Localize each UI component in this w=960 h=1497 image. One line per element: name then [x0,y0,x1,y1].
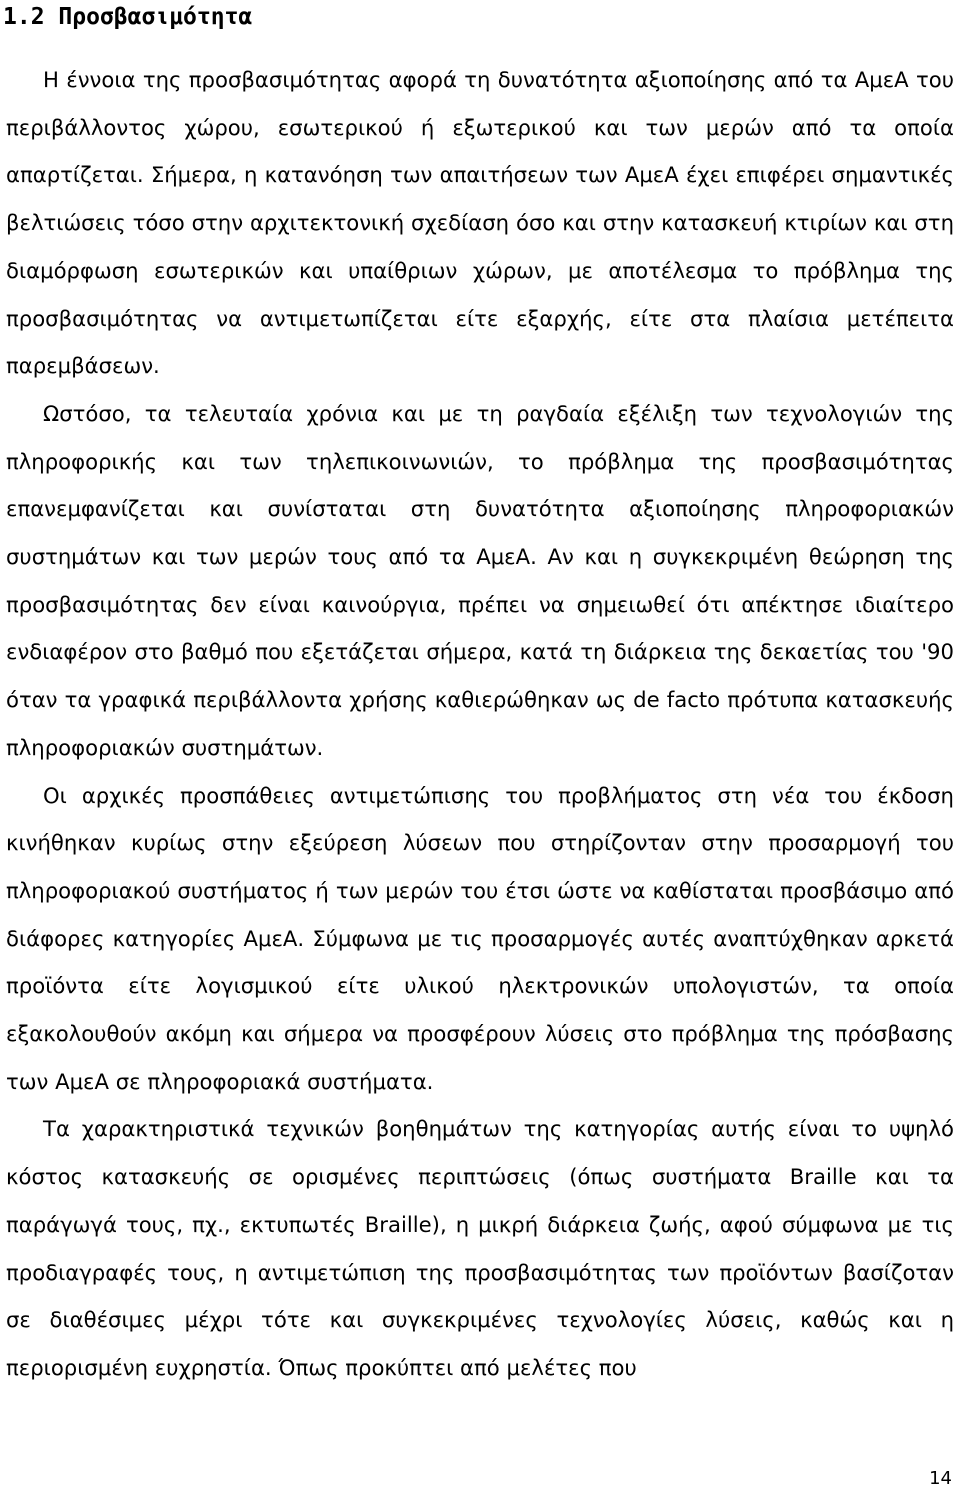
section-heading: 1.2 Προσβασιμότητα [3,4,253,30]
paragraph-3: Οι αρχικές προσπάθειες αντιμετώπισης του προβλήματος στη νέα του έκδοση κινήθηκαν κυρίως στην εξεύρεση λύσεων που στηρίζονταν στην προσαρμογή του πληροφοριακού συστήματος ή των μερών του έτσι ώστε να καθίσταται προσβάσιμο από διάφορες κατηγορίες ΑμεΑ. Σύμφωνα με τις προσαρμογές αυτές αναπτύχθηκαν αρκετά προϊόντα είτε λογισμικού είτε υλικού ηλεκτρονικών υπολογιστών, τα οποία εξακολουθούν ακόμη και σήμερα να προσφέρουν λύσεις στο πρόβλημα της πρόσβασης των ΑμεΑ σε πληροφοριακά συστήματα. [6,782,954,1094]
page-number: 14 [929,1468,952,1489]
body-text [6,56,954,1392]
paragraph-2: Ωστόσο, τα τελευταία χρόνια και με τη ραγδαία εξέλιξη των τεχνολογιών της πληροφορικής και των τηλεπικοινωνιών, το πρόβλημα της προσβασιμότητας επανεμφανίζεται και συνίσταται στη δυνατότητα αξιοποίησης πληροφοριακών συστημάτων και των μερών τους από τα ΑμεΑ. Αν και η συγκεκριμένη θεώρηση της προσβασιμότητας δεν είναι καινούργια, πρέπει να σημειωθεί ότι απέκτησε ιδιαίτερο ενδιαφέρον στο βαθμό που εξετάζεται σήμερα, κατά τη διάρκεια της δεκαετίας του '90 όταν τα γραφικά περιβάλλοντα χρήσης καθιερώθηκαν ως de facto πρότυπα κατασκευής πληροφοριακών συστημάτων. [6,400,954,760]
paragraph-4: Τα χαρακτηριστικά τεχνικών βοηθημάτων της κατηγορίας αυτής είναι το υψηλό κόστος κατασκευής σε ορισμένες περιπτώσεις (όπως συστήματα Braille και τα παράγωγά τους, πχ., εκτυπωτές Braille), η μικρή διάρκεια ζωής, αφού σύμφωνα με τις προδιαγραφές τους, η αντιμετώπιση της προσβασιμότητας των προϊόντων βασίζοταν σε διαθέσιμες μέχρι τότε και συγκεκριμένες τεχνολογίες λύσεις, καθώς και η περιορισμένη ευχρηστία. Όπως προκύπτει από μελέτες που [6,1116,954,1380]
paragraph-1: Η έννοια της προσβασιμότητας αφορά τη δυνατότητα αξιοποίησης από τα ΑμεΑ του περιβάλλοντος χώρου, εσωτερικού ή εξωτερικού και των μερών από τα οποία απαρτίζεται. Σήμερα, η κατανόηση των απαιτήσεων των ΑμεΑ έχει επιφέρει σημαντικές βελτιώσεις τόσο στην αρχιτεκτονική σχεδίαση όσο και στην κατασκευή κτιρίων και στη διαμόρφωση εσωτερικών και υπαίθριων χώρων, με αποτέλεσμα το πρόβλημα της προσβασιμότητας να αντιμετωπίζεται είτε εξαρχής, είτε στα πλαίσια μετέπειτα παρεμβάσεων. [6,67,954,379]
